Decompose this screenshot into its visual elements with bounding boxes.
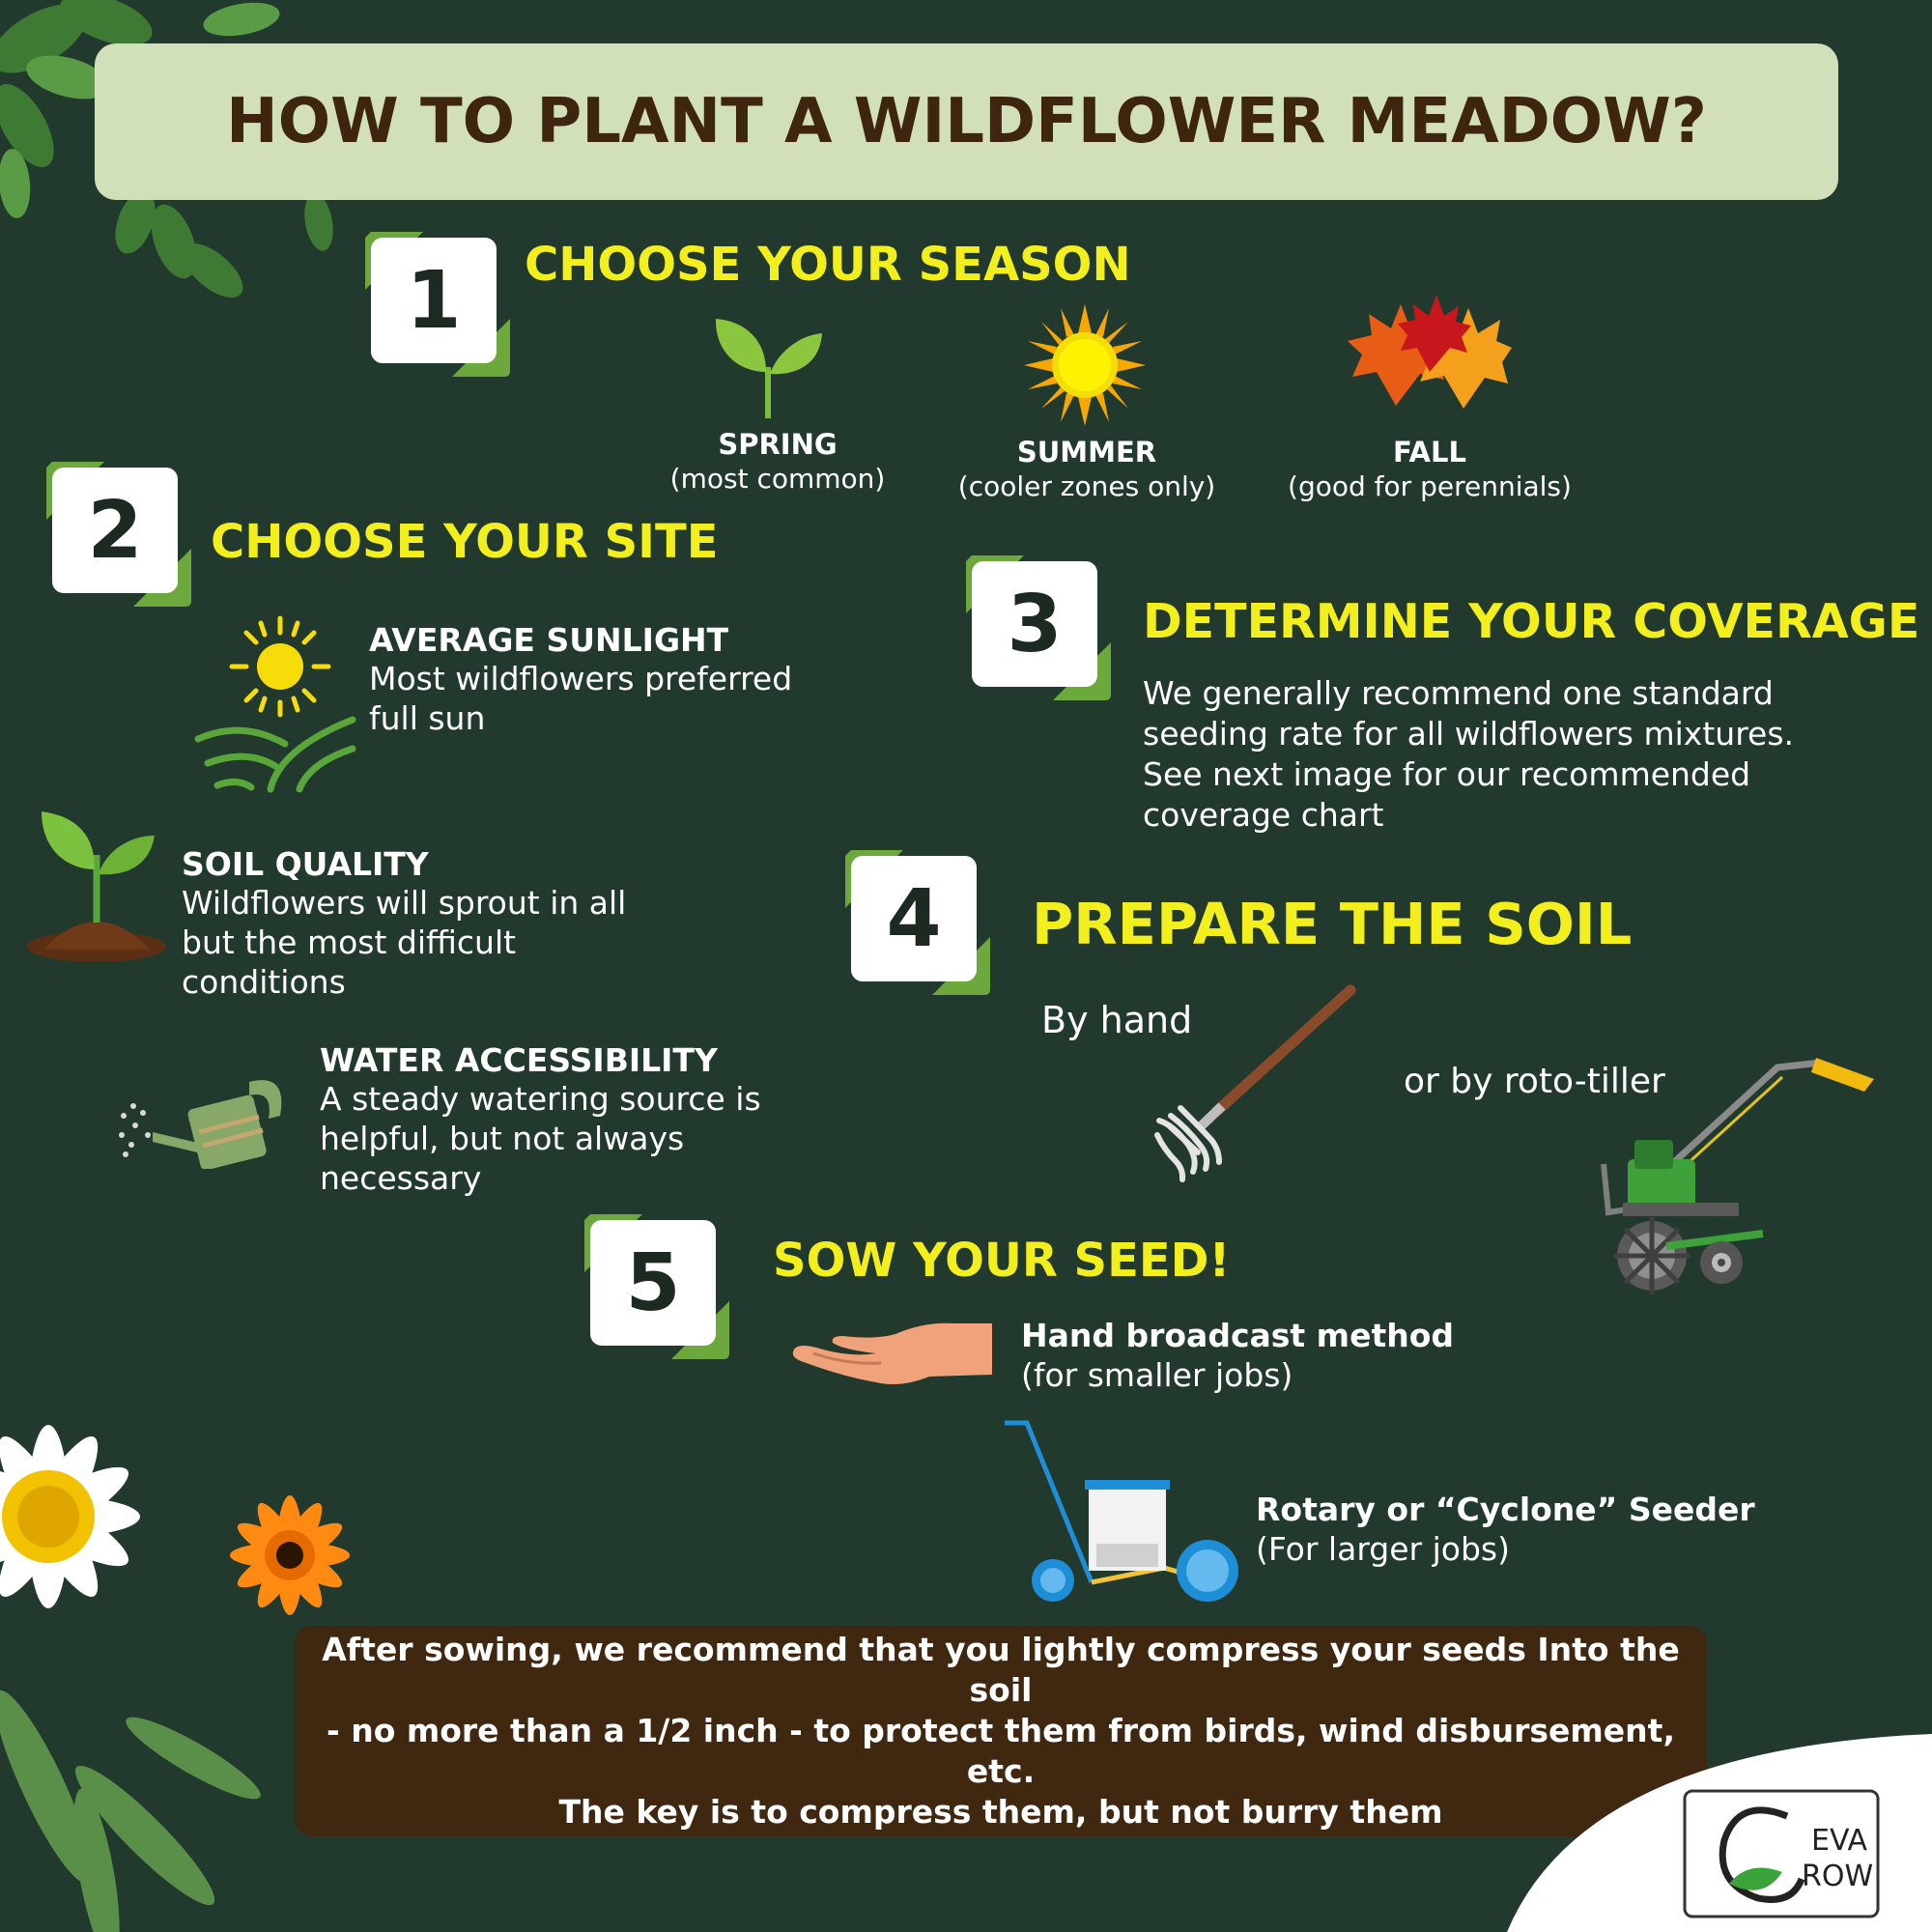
coverage-line-4: coverage chart — [1143, 796, 1384, 834]
season-fall-note: (good for perennials) — [1288, 470, 1572, 502]
season-spring-note: (most common) — [669, 463, 886, 495]
soil-label: SOIL QUALITY — [182, 845, 429, 883]
step-1-title: CHOOSE YOUR SEASON — [525, 238, 1131, 292]
sprout-icon — [710, 314, 826, 420]
season-summer-name: SUMMER — [1016, 436, 1157, 469]
step-5-title: SOW YOUR SEED! — [773, 1234, 1231, 1288]
brand-line-1: EVA — [1811, 1824, 1868, 1858]
hand-broadcast-label: Hand broadcast method — [1021, 1317, 1455, 1354]
step-5-badge — [584, 1214, 729, 1359]
watering-can-icon — [114, 1063, 288, 1169]
step-1-number: 1 — [406, 254, 462, 347]
coverage-line-3: See next image for our recommended — [1143, 755, 1751, 793]
brand-line-2: ROW — [1802, 1860, 1874, 1893]
page-title: HOW TO PLANT A WILDFLOWER MEADOW? — [226, 86, 1707, 157]
step-3-title: DETERMINE YOUR COVERAGE — [1143, 594, 1920, 649]
water-label: WATER ACCESSIBILITY — [320, 1041, 718, 1079]
sunlight-line-1: Most wildflowers preferred — [369, 660, 793, 697]
sun-field-icon — [193, 613, 357, 797]
step-5-number: 5 — [625, 1236, 681, 1329]
sowing-note-line-2: - no more than a 1/2 inch - to protect them from birds, wind disbursement, etc. — [327, 1712, 1675, 1790]
step-2-title: CHOOSE YOUR SITE — [211, 515, 719, 569]
roto-tiller-icon — [1584, 1058, 1879, 1294]
title-banner — [95, 43, 1838, 200]
maple-leaves-icon — [1348, 295, 1512, 420]
coverage-line-2: seeding rate for all wildflowers mixtures. — [1143, 715, 1795, 753]
step-4-number: 4 — [886, 872, 942, 965]
soil-line-1: Wildflowers will sprout in all — [182, 884, 627, 922]
step-3-number: 3 — [1007, 578, 1063, 670]
step-1-badge — [365, 232, 510, 377]
rotary-seeder-note: (For larger jobs) — [1256, 1530, 1510, 1568]
soil-line-2: but the most difficult — [182, 923, 517, 961]
season-spring-name: SPRING — [718, 428, 838, 461]
step-3-badge — [966, 555, 1111, 700]
rake-icon — [1150, 980, 1362, 1193]
season-fall-name: FALL — [1393, 436, 1466, 469]
water-line-1: A steady watering source is — [320, 1080, 761, 1118]
water-line-2: helpful, but not always — [320, 1120, 685, 1157]
season-summer-note: (cooler zones only) — [957, 470, 1216, 502]
rotary-seeder-icon — [1000, 1418, 1241, 1611]
seedling-soil-icon — [24, 797, 169, 961]
sowing-note-text — [295, 1630, 1707, 1833]
open-hand-icon — [784, 1319, 997, 1386]
prepare-by-hand: By hand — [1041, 999, 1193, 1041]
hand-broadcast-note: (for smaller jobs) — [1021, 1356, 1293, 1394]
step-4-title: PREPARE THE SOIL — [1032, 891, 1633, 957]
sowing-note-line-3: The key is to compress them, but not burry them — [558, 1793, 1443, 1831]
soil-line-3: conditions — [182, 963, 346, 1001]
sun-icon — [1024, 304, 1146, 426]
step-4-badge — [845, 850, 990, 995]
sunlight-label: AVERAGE SUNLIGHT — [369, 621, 729, 659]
step-2-number: 2 — [87, 484, 143, 577]
coverage-line-1: We generally recommend one standard — [1143, 674, 1774, 712]
step-2-badge — [46, 462, 191, 607]
sunlight-line-2: full sun — [369, 699, 486, 737]
brand-logo — [1681, 1787, 1884, 1922]
prepare-by-tiller: or by roto-tiller — [1404, 1062, 1665, 1101]
rotary-seeder-label: Rotary or “Cyclone” Seeder — [1256, 1491, 1755, 1528]
sowing-note-box — [295, 1626, 1707, 1836]
water-line-3: necessary — [320, 1159, 482, 1197]
sowing-note-line-1: After sowing, we recommend that you lightly compress your seeds Into the soil — [322, 1631, 1680, 1709]
